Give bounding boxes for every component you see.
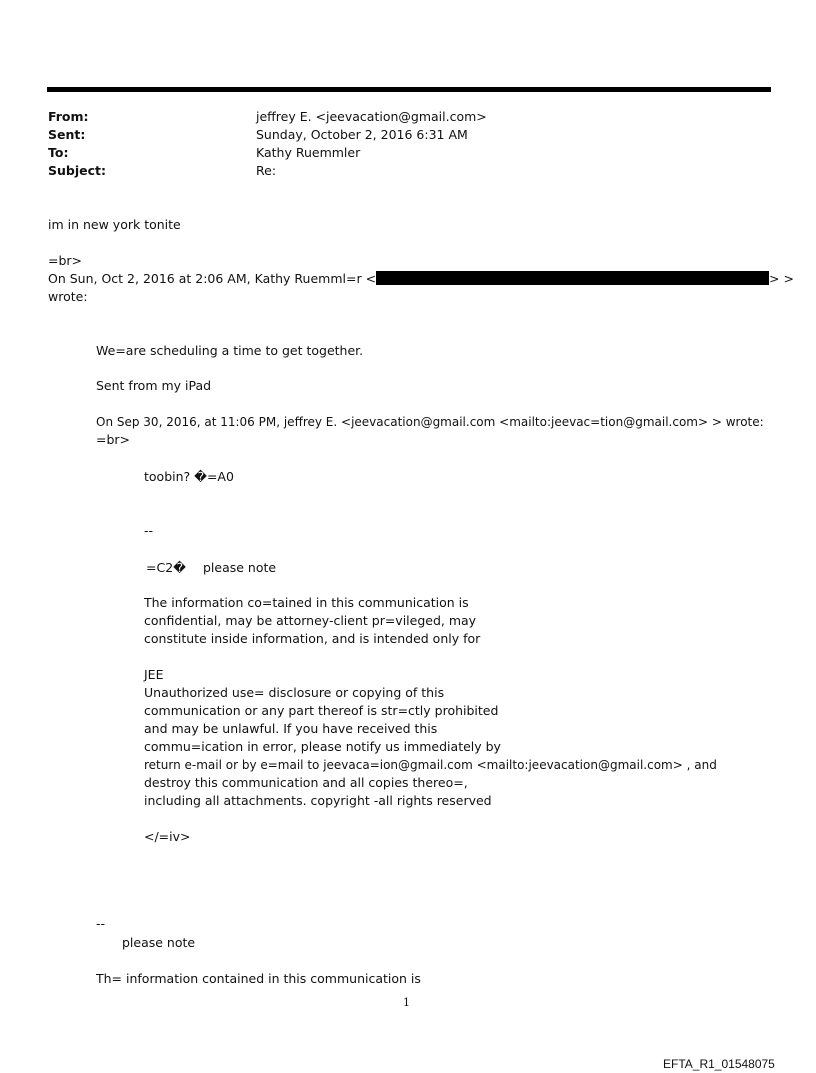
to-label: To: [48, 145, 69, 160]
quote2-p7: JEE [144, 667, 164, 682]
quote2-p13: destroy this communication and all copies thereo=, [144, 775, 468, 790]
quote2-p5: confidential, may be attorney-client pr=vileged, may [144, 613, 477, 628]
from-value: jeffrey E. <jeevacation@gmail.com> [256, 109, 487, 124]
quote2-p4: The information co=tained in this communication is [144, 595, 469, 610]
quote1-p1: We=are scheduling a time to get together. [96, 343, 364, 358]
sent-label: Sent: [48, 127, 86, 142]
quote2-p11: commu=ication in error, please notify us immediately by [144, 739, 501, 754]
tail-dashes: -- [96, 916, 106, 931]
reply-attribution-end: > > [769, 271, 794, 286]
reply-attribution: On Sun, Oct 2, 2016 at 2:06 AM, Kathy Ruemml=r < [48, 271, 377, 286]
quote1-p3: On Sep 30, 2016, at 11:06 PM, jeffrey E. <jeevacation@gmail.com <mailto:jeevac=tion@gmail.com> > wrote: [96, 415, 764, 429]
tail-last-line: Th= information contained in this communication is [96, 971, 421, 986]
body-line-1: im in new york tonite [48, 217, 181, 232]
quote2-p1: toobin? �=A0 [144, 469, 234, 484]
to-value: Kathy Ruemmler [256, 145, 361, 160]
quote2-p9: communication or any part thereof is str=ctly prohibited [144, 703, 499, 718]
quote2-encoded: =C2� [146, 560, 186, 575]
document-id: EFTA_R1_01548075 [663, 1057, 775, 1071]
quote2-p15: </=iv> [144, 829, 191, 844]
header-rule [47, 87, 771, 92]
quote1-p4: =br> [96, 432, 131, 447]
subject-value: Re: [256, 163, 277, 178]
quote1-p2: Sent from my iPad [96, 378, 212, 393]
redaction-block [376, 271, 769, 285]
body-line-2: =br> [48, 253, 83, 268]
quote2-please-note: please note [203, 560, 277, 575]
sent-value: Sunday, October 2, 2016 6:31 AM [256, 127, 468, 142]
quote2-dashes: -- [144, 523, 154, 538]
quote2-p14: including all attachments. copyright -all rights reserved [144, 793, 492, 808]
page-number: 1 [403, 996, 410, 1009]
quote2-p12: return e-mail or by e=mail to jeevaca=ion@gmail.com <mailto:jeevacation@gmail.com> , and [144, 758, 717, 772]
from-label: From: [48, 109, 89, 124]
subject-label: Subject: [48, 163, 106, 178]
body-line-3 [48, 270, 794, 288]
quote2-p8: Unauthorized use= disclosure or copying of this [144, 685, 445, 700]
body-line-4: wrote: [48, 289, 88, 304]
tail-please-note: please note [122, 935, 196, 950]
quote2-p10: and may be unlawful. If you have received this [144, 721, 438, 736]
quote2-p6: constitute inside information, and is intended only for [144, 631, 481, 646]
